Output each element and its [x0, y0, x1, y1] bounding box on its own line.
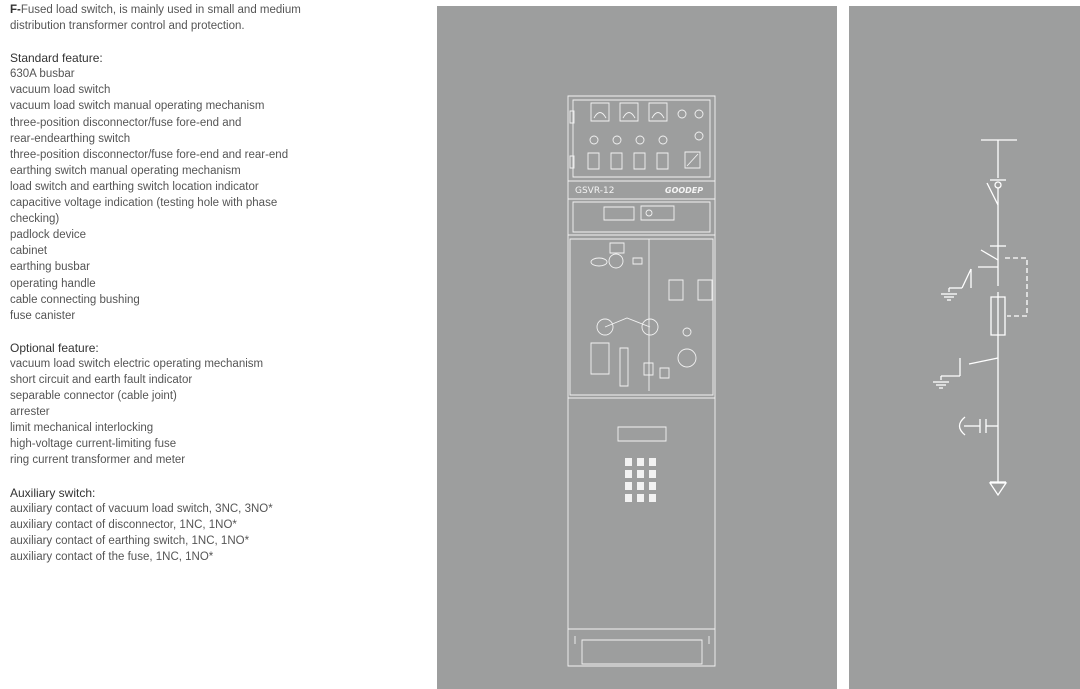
- standard-item: operating handle: [10, 277, 96, 290]
- standard-heading: Standard feature:: [10, 51, 103, 66]
- auxiliary-item: auxiliary contact of the fuse, 1NC, 1NO*: [10, 550, 214, 563]
- intro-paragraph: [10, 2, 340, 18]
- cabinet-brand-label: GOODEP: [665, 186, 704, 195]
- optional-item: limit mechanical interlocking: [10, 422, 154, 435]
- optional-item: ring current transformer and meter: [10, 454, 186, 467]
- standard-item: capacitive voltage indication (testing hole with phase: [10, 197, 278, 210]
- standard-item: load switch and earthing switch location indicator: [10, 180, 259, 193]
- optional-item: short circuit and earth fault indicator: [10, 373, 193, 386]
- standard-item: three-position disconnector/fuse fore-end and: [10, 116, 242, 129]
- standard-item: earthing switch manual operating mechanism: [10, 164, 241, 177]
- standard-item: 630A busbar: [10, 68, 75, 81]
- auxiliary-item: auxiliary contact of earthing switch, 1NC, 1NO*: [10, 534, 250, 547]
- spec-text: [10, 2, 340, 565]
- single-line-diagram-panel: [849, 6, 1080, 689]
- standard-item: vacuum load switch manual operating mechanism: [10, 100, 265, 113]
- standard-item: cable connecting bushing: [10, 293, 140, 306]
- intro-text-1: Fused load switch, is mainly used in small and medium: [20, 4, 301, 16]
- intro-lead: F-: [10, 4, 21, 16]
- standard-item: padlock device: [10, 229, 87, 242]
- optional-heading: Optional feature:: [10, 340, 99, 355]
- standard-item: cabinet: [10, 245, 48, 258]
- auxiliary-item: auxiliary contact of vacuum load switch, 3NC, 3NO*: [10, 502, 273, 515]
- standard-item: vacuum load switch: [10, 84, 111, 97]
- optional-item: arrester: [10, 406, 50, 419]
- auxiliary-item: auxiliary contact of disconnector, 1NC, 1NO*: [10, 518, 237, 531]
- auxiliary-heading: Auxiliary switch:: [10, 485, 96, 500]
- single-line-diagram: [849, 6, 1080, 689]
- cabinet-model-label: GSVR-12: [575, 186, 615, 196]
- standard-item: rear-endearthing switch: [10, 132, 131, 145]
- standard-item: fuse canister: [10, 309, 76, 322]
- optional-item: high-voltage current-limiting fuse: [10, 438, 177, 451]
- standard-item: earthing busbar: [10, 261, 90, 274]
- standard-item: three-position disconnector/fuse fore-end and rear-end: [10, 148, 289, 161]
- intro-text-2: distribution transformer control and protection.: [10, 20, 245, 33]
- cabinet-drawing-panel: [437, 6, 837, 689]
- cabinet-front-view: [437, 6, 837, 689]
- optional-item: separable connector (cable joint): [10, 390, 177, 403]
- optional-item: vacuum load switch electric operating mechanism: [10, 357, 264, 370]
- standard-item: checking): [10, 213, 60, 226]
